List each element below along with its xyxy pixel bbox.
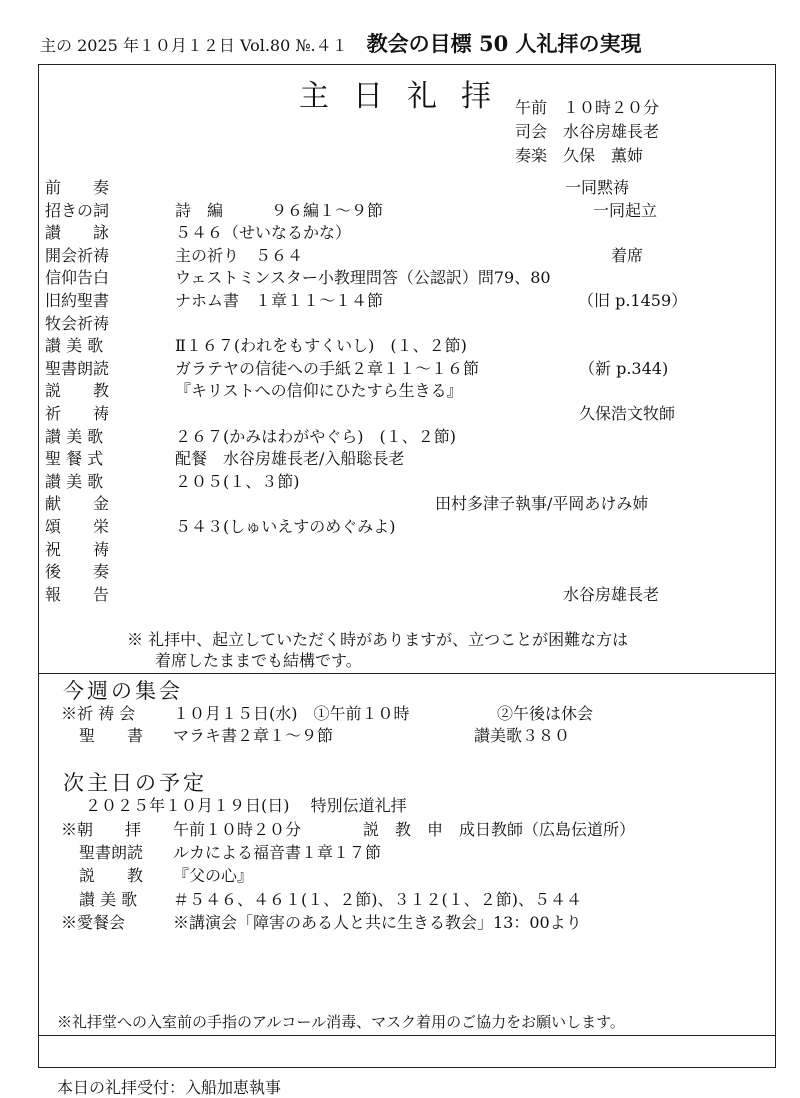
program-note: （旧 p.1459） xyxy=(578,291,688,310)
program-label: 牧会祈祷 xyxy=(45,313,110,333)
next-sunday-date: ２０２５年１０月１９日(日) 特別伝道礼拝 xyxy=(85,796,407,815)
program-row xyxy=(45,516,765,538)
worship-title: 主日礼拝 xyxy=(299,79,515,114)
program-note: 一同起立 xyxy=(593,200,658,220)
program-row xyxy=(45,426,765,448)
program-row xyxy=(45,290,765,312)
next-service-time: 午前１０時２０分 xyxy=(173,820,302,839)
date-line: 主の 2025 年１０月１２日 Vol.80 №.４１ xyxy=(40,36,348,55)
lunch-label: ※愛餐会 xyxy=(61,913,126,932)
program-row xyxy=(45,493,765,515)
reception-duty: 本日の礼拝受付：入船加恵執事 xyxy=(57,1078,282,1097)
worship-presider: 司会 水谷房雄長老 xyxy=(515,122,660,141)
program-content: 詩 編 ９６編１～９節 xyxy=(175,200,384,220)
program-note: 着席 xyxy=(611,245,644,265)
program-label: 聖 餐 式 xyxy=(45,449,104,469)
program-label: 報 告 xyxy=(45,584,110,604)
worship-time: 午前 １０時２０分 xyxy=(515,98,660,117)
program-label: 祈 祷 xyxy=(45,404,110,423)
program-note: 久保浩文牧師 xyxy=(579,404,676,423)
prayer-meeting-afternoon: ②午後は休会 xyxy=(497,704,594,723)
program-row xyxy=(45,358,765,380)
program-content: ナホム書 １章１１～１４節 xyxy=(175,291,384,310)
section-divider xyxy=(39,673,775,674)
lunch-text: ※講演会「障害のある人と共に生きる教会」13：00より xyxy=(173,913,582,932)
program-row xyxy=(45,313,765,335)
next-service-line xyxy=(61,819,761,841)
program-content: 『キリストへの信仰にひたすら生きる』 xyxy=(175,381,463,401)
bulletin-frame xyxy=(38,64,776,1097)
next-reading-line xyxy=(79,842,759,864)
prayer-bible-text: マラキ書２章１～９節 xyxy=(173,726,334,745)
program-note: 田村多津子執事/平岡あけみ姉 xyxy=(435,494,649,514)
prayer-bible-label: 聖 書 xyxy=(79,726,144,745)
program-content: ウェストミンスター小教理問答（公認訳）問79、80 xyxy=(175,268,551,288)
next-sermon-title: 『父の心』 xyxy=(173,866,254,885)
program-label: 献 金 xyxy=(45,494,110,514)
church-motto: 教会の目標 50 人礼拝の実現 xyxy=(366,31,642,56)
program-label: 旧約聖書 xyxy=(45,291,110,310)
lunch-line xyxy=(61,912,761,934)
program-content: ガラテヤの信徒への手紙２章１１～１６節 xyxy=(175,358,480,378)
next-service-label: ※朝 拝 xyxy=(61,820,142,839)
next-sermon-line xyxy=(79,865,759,887)
program-label: 聖書朗読 xyxy=(45,358,110,378)
program-content: Ⅱ１６７(われをもすくいし) (１、２節) xyxy=(175,336,467,356)
program-content: ５４６（せいなるかな） xyxy=(175,223,352,243)
next-sunday-title: 次主日の予定 xyxy=(63,771,207,795)
program-note: （新 p.344) xyxy=(579,358,669,378)
next-reading-text: ルカによる福音書１章１７節 xyxy=(173,843,382,862)
program-row xyxy=(45,380,765,402)
program-row xyxy=(45,245,765,267)
program-row xyxy=(45,222,765,244)
program-row xyxy=(45,539,765,561)
prayer-meeting-date: １０月１５日(水) ①午前１０時 xyxy=(173,704,410,723)
program-row xyxy=(45,471,765,493)
program-note: 水谷房雄長老 xyxy=(563,584,660,604)
program-content: ５４３(しゅいえすのめぐみよ) xyxy=(175,517,396,536)
this-week-title: 今週の集会 xyxy=(63,679,183,703)
program-label: 頌 栄 xyxy=(45,517,110,536)
next-sermon-label: 説 教 xyxy=(79,866,144,885)
program-row xyxy=(45,403,765,425)
prayer-meeting-label: ※祈 祷 会 xyxy=(61,704,136,723)
program-content: ２０５(１、３節) xyxy=(175,471,300,491)
prayer-meeting-line xyxy=(61,703,761,725)
program-label: 後 奏 xyxy=(45,562,110,582)
next-sermon-by: 説 教 申 成日教師（広島伝道所） xyxy=(363,820,636,839)
next-hymn-label: 讃 美 歌 xyxy=(79,890,138,909)
hygiene-notice: ※礼拝堂への入室前の手指のアルコール消毒、マスク着用のご協力をお願いします。 xyxy=(57,1013,625,1031)
program-row xyxy=(45,200,765,222)
program-content: ２６７(かみはわがやぐら) (１、２節) xyxy=(175,426,456,446)
program-row xyxy=(45,335,765,357)
program-label: 讃 美 歌 xyxy=(45,336,104,356)
program-label: 説 教 xyxy=(45,381,110,401)
prayer-bible-line xyxy=(79,725,769,747)
remark-line-1: ※ 礼拝中、起立していただく時がありますが、立つことが困難な方は xyxy=(127,630,629,649)
program-label: 招きの詞 xyxy=(45,200,110,220)
program-content: 主の祈り ５６４ xyxy=(175,245,304,265)
worship-organist: 奏楽 久保 薫姉 xyxy=(515,146,644,165)
remark-line-2: 着席したままでも結構です。 xyxy=(155,651,362,670)
footer-divider xyxy=(39,1035,775,1036)
program-label: 讃 詠 xyxy=(45,223,110,243)
next-hymns: ＃５４６、４６１(１、２節)、３１２(１、２節)、５４４ xyxy=(173,890,582,909)
program-label: 開会祈祷 xyxy=(45,245,110,265)
program-row xyxy=(45,177,765,199)
program-content: 配餐 水谷房雄長老/入船聡長老 xyxy=(175,449,405,469)
program-label: 讃 美 歌 xyxy=(45,471,104,491)
program-row xyxy=(45,448,765,470)
program-label: 讃 美 歌 xyxy=(45,426,104,446)
program-label: 前 奏 xyxy=(45,178,110,197)
next-reading-label: 聖書朗読 xyxy=(79,843,144,862)
bulletin-header xyxy=(40,28,642,58)
standing-remark xyxy=(127,629,628,671)
program-row xyxy=(45,267,765,289)
next-hymn-line xyxy=(79,889,769,911)
program-row xyxy=(45,584,765,606)
prayer-hymn: 讃美歌３８０ xyxy=(474,726,571,745)
program-note: 一同黙祷 xyxy=(565,178,630,197)
program-row xyxy=(45,561,765,583)
program-label: 祝 祷 xyxy=(45,539,110,559)
program-label: 信仰告白 xyxy=(45,268,110,288)
